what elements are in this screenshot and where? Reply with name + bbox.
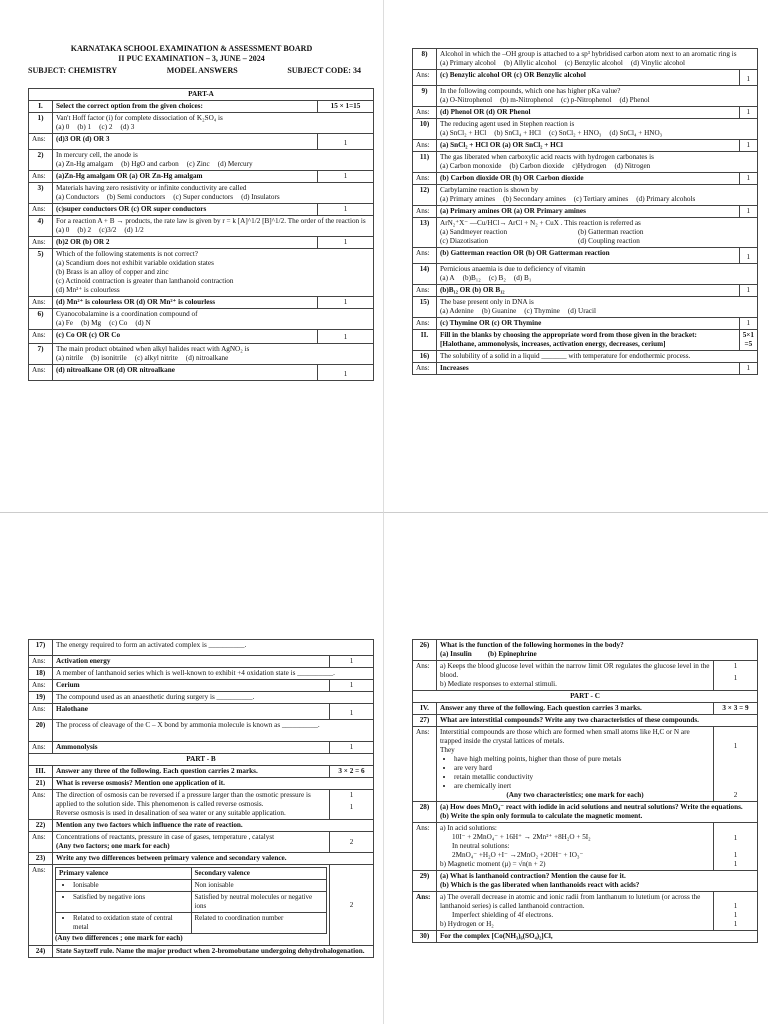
- answer-text: Concentrations of reactants, pressure in case of gases, temperature , catalyst (Any two factors; one mark for each): [53, 832, 330, 853]
- page-3: [0, 512, 384, 1024]
- question-number: 9): [413, 86, 437, 107]
- section-number: III.: [29, 766, 53, 778]
- question-number: 24): [29, 946, 53, 958]
- marks: 1: [318, 297, 374, 309]
- marks: 1: [739, 206, 757, 218]
- answer-text: (a) Primary amines OR (a) OR Primary amines: [437, 206, 740, 218]
- question-number: 20): [29, 720, 53, 742]
- question-text: For a reaction A + B → products, the rate law is given by r = k [A]^1/2 [B]^1/2. The order of the reaction is (a) 0 (b) 2 (c)3/2 (d) 1/2: [53, 216, 374, 237]
- question-number: 28): [413, 802, 437, 823]
- question-number: 30): [413, 931, 437, 943]
- question-number: 26): [413, 640, 437, 661]
- question-number: 2): [29, 150, 53, 171]
- ans-label: Ans:: [29, 742, 53, 754]
- question-text: The solubility of a solid in a liquid _______ with temperature for endothermic process.: [437, 351, 758, 363]
- marks: 2: [330, 865, 374, 946]
- answer-text: (b)2 OR (b) OR 2: [53, 237, 318, 249]
- question-text: What is the function of the following hormones in the body? (a) Insulin (b) Epinephrine: [437, 640, 758, 661]
- question-text: The process of cleavage of the C – X bond by ammonia molecule is known as __________.: [53, 720, 374, 742]
- question-number: 6): [29, 309, 53, 330]
- marks: 1: [330, 704, 374, 720]
- question-number: 7): [29, 344, 53, 365]
- answer-text: Activation energy: [53, 656, 330, 668]
- table-cell: • Related to oxidation state of central metal: [56, 913, 192, 934]
- code-label: SUBJECT CODE: 34: [287, 66, 361, 75]
- answer-text: (d) Mn²⁺ is colourless OR (d) OR Mn²⁺ is colourless: [53, 297, 318, 309]
- exam-name: II PUC EXAMINATION – 3, JUNE – 2024: [118, 54, 265, 63]
- marks: 1: [318, 134, 374, 150]
- question-text: The main product obtained when alkyl halides react with AgNO₂ is (a) nitrile (b) isonitrile (c) alkyl nitrite (d) nitroalkane: [53, 344, 374, 365]
- answer-text: Interstitial compounds are those which are formed when small atoms like H,C or N are trapped inside the crystal lattices of metals. They • have high melting points, higher than those of pure metals • are very hard • retain metallic conductivity • are chemically inert (Any two characteristics; one mark for each): [437, 727, 714, 802]
- question-text: Carbylamine reaction is shown by (a) Primary amines (b) Secondary amines (c) Tertiary amines (d) Primary alcohols: [437, 185, 758, 206]
- question-text: Which of the following statements is not correct? (a) Scandium does not exhibit variable oxidation states (b) Brass is an alloy of copper and zinc (c) Actinoid contraction is greater than lanthanoid contraction (d) Mn²⁺ is colourless: [53, 249, 374, 297]
- question-number: 12): [413, 185, 437, 206]
- marks: 1: [739, 363, 757, 375]
- ans-label: Ans:: [29, 365, 53, 381]
- question-text: Pernicious anaemia is due to deficiency of vitamin (a) A (b)B₁₂ (c) B₂ (d) B₁: [437, 264, 758, 285]
- table-cell: • Ionisable: [56, 880, 192, 892]
- section-instruction: Answer any three of the following. Each question carries 2 marks.: [53, 766, 330, 778]
- question-number: 14): [413, 264, 437, 285]
- section-marks: 15 × 1=15: [318, 101, 374, 113]
- doc-label: MODEL ANSWERS: [166, 66, 238, 75]
- question-text: The compound used as an anaesthetic during surgery is __________.: [53, 692, 374, 704]
- part-b-heading: PART - B: [29, 754, 374, 766]
- answer-text: (d) Phenol OR (d) OR Phenol: [437, 107, 740, 119]
- marks: 1: [318, 237, 374, 249]
- answer-text: The direction of osmosis can be reversed if a pressure larger than the osmotic pressure is applied to the solution side. This phenomenon is called reverse osmosis. Reverse osmosis is used in desalination of sea water or any suitable application.: [53, 790, 330, 820]
- marks: 1: [318, 204, 374, 216]
- section-instruction: Answer any three of the following. Each question carries 3 marks.: [437, 703, 714, 715]
- question-number: 18): [29, 668, 53, 680]
- marks: 1: [318, 330, 374, 344]
- subject-label: SUBJECT: CHEMISTRY: [28, 66, 118, 75]
- page-4: [384, 512, 768, 1024]
- ans-label: Ans:: [413, 285, 437, 297]
- answer-text: (c) Co OR (c) OR Co: [53, 330, 318, 344]
- question-text: In mercury cell, the anode is (a) Zn-Hg amalgam (b) HgO and carbon (c) Zinc (d) Mercury: [53, 150, 374, 171]
- marks: 1: [739, 140, 757, 152]
- ans-label: Ans:: [29, 790, 53, 820]
- column-header: Primary valence: [56, 868, 192, 880]
- answer-text: Ammonolysis: [53, 742, 330, 754]
- ans-label: Ans:: [29, 204, 53, 216]
- ans-label: Ans:: [413, 823, 437, 871]
- marks: 1 1 1: [714, 823, 758, 871]
- answer-text: (c) Benzylic alcohol OR (c) OR Benzylic alcohol: [437, 70, 740, 86]
- table-cell: Non ionisable: [191, 880, 327, 892]
- marks: 1: [739, 107, 757, 119]
- ans-label: Ans:: [29, 134, 53, 150]
- ans-label: Ans:: [29, 704, 53, 720]
- page-2: [384, 0, 768, 512]
- marks: 1: [739, 248, 757, 264]
- ans-label: Ans:: [413, 173, 437, 185]
- question-number: 1): [29, 113, 53, 134]
- valence-table: [55, 867, 327, 934]
- marks: 1: [330, 742, 374, 754]
- ans-label: Ans:: [29, 680, 53, 692]
- answer-text: a) In acid solutions: 10I⁻ + 2MnO₄⁻ + 16H⁺ → 2Mn²⁺ +8H₂O + 5I₂ In neutral solutions: 2MnO₄⁻ +H₂O +I⁻ →2MnO₂ +2OH⁻ + IO₃⁻ b) Magnetic moment (μ) = √n(n + 2): [437, 823, 714, 871]
- ans-label: Ans:: [29, 330, 53, 344]
- ans-label: Ans:: [413, 318, 437, 330]
- question-number: 13): [413, 218, 437, 248]
- marks: 1: [318, 365, 374, 381]
- marks: 1 1 1: [714, 892, 758, 931]
- ans-label: Ans:: [413, 107, 437, 119]
- question-number: 15): [413, 297, 437, 318]
- ans-label: Ans:: [413, 206, 437, 218]
- answer-text: a) The overall decrease in atomic and ionic radii from lanthanum to lutetium (or across the lanthanoid series) is called lanthanoid contraction. Imperfect shielding of 4f electrons. b) Hydrogen or H₂: [437, 892, 714, 931]
- question-text: Alcohol in which the –OH group is attached to a sp³ hybridised carbon atom next to an aromatic ring is (a) Primary alcohol (b) Allylic alcohol (c) Benzylic alcohol (d) Vinylic alcohol: [437, 49, 758, 70]
- answer-note: (Any two differences ; one mark for each): [55, 934, 183, 942]
- ans-label: Ans:: [413, 140, 437, 152]
- marks: 1 2: [714, 727, 758, 802]
- question-number: 21): [29, 778, 53, 790]
- ans-label: Ans:: [413, 70, 437, 86]
- ans-label: Ans:: [29, 237, 53, 249]
- table-cell: • Satisfied by negative ions: [56, 892, 192, 913]
- question-text: For the complex [Co(NH₃)₆(SO₄)₂]Cl,: [437, 931, 758, 943]
- question-number: 10): [413, 119, 437, 140]
- question-number: 11): [413, 152, 437, 173]
- ans-label: Ans:: [29, 171, 53, 183]
- question-number: 3): [29, 183, 53, 204]
- section-marks: 5×1 =5: [739, 330, 757, 351]
- question-number: 27): [413, 715, 437, 727]
- question-text: State Saytzeff rule. Name the major product when 2-bromobutane undergoing dehydrohalogenation.: [53, 946, 374, 958]
- section-number: I.: [29, 101, 53, 113]
- ans-label: Ans:: [413, 727, 437, 802]
- part-c-heading: PART - C: [413, 691, 758, 703]
- answer-text: (b)B₁₂ OR (b) OR B₁₂: [437, 285, 740, 297]
- marks: 1: [330, 656, 374, 668]
- marks: 1: [330, 680, 374, 692]
- marks: 2: [330, 832, 374, 853]
- question-text: In the following compounds, which one has higher pKa value? (a) O-Nitrophenol (b) m-Nitrophenol (c) p-Nitrophenol (d) Phenol: [437, 86, 758, 107]
- table-cell: Related to coordination number: [191, 913, 327, 934]
- answer-text: (b) Gatterman reaction OR (b) OR Gatterman reaction: [437, 248, 740, 264]
- question-number: 16): [413, 351, 437, 363]
- page-1: [0, 0, 384, 512]
- part-c-table: [412, 639, 758, 943]
- marks: 1: [739, 285, 757, 297]
- answer-text: (d)3 OR (d) OR 3: [53, 134, 318, 150]
- question-text: ArN₂⁺X⁻ —Cu/HCl→ ArCl + N₂ + CuX . This reaction is referred as (a) Sandmeyer reaction (b) Gatterman reaction (c) Diazotisation (d) Coupling reaction: [437, 218, 758, 248]
- ans-label: Ans:: [413, 661, 437, 691]
- answer-text: Halothane: [53, 704, 330, 720]
- question-number: 22): [29, 820, 53, 832]
- question-text: Materials having zero resistivity or infinite conductivity are called (a) Conductors (b) Semi conductors (c) Super conductors (d) Insulators: [53, 183, 374, 204]
- answer-text: (c) Thymine OR (c) OR Thymine: [437, 318, 740, 330]
- question-number: 23): [29, 853, 53, 865]
- question-number: 29): [413, 871, 437, 892]
- question-text: The energy required to form an activated complex is __________.: [53, 640, 374, 656]
- marks: 1: [739, 173, 757, 185]
- section-instruction: Fill in the blanks by choosing the appropriate word from those given in the bracket: [Halothane, ammonolysis, increases, activation energy, decreases, cerium]: [437, 330, 740, 351]
- section-marks: 3 × 3 = 9: [714, 703, 758, 715]
- question-text: Write any two differences between primary valence and secondary valence.: [53, 853, 374, 865]
- section-number: IV.: [413, 703, 437, 715]
- question-text: The gas liberated when carboxylic acid reacts with hydrogen carbonates is (a) Carbon monoxide (b) Carbon dioxide c)Hydrogen (d) Nitrogen: [437, 152, 758, 173]
- question-number: 19): [29, 692, 53, 704]
- answer-text: (d) nitroalkane OR (d) OR nitroalkane: [53, 365, 318, 381]
- document-header: [0, 0, 383, 64]
- question-text: The reducing agent used in Stephen reaction is (a) SnCl₂ + HCl (b) SnCl₄ + HCl (c) SnCl₂ + HNO₃ (d) SnCl₄ + HNO₃: [437, 119, 758, 140]
- part-b-table: [28, 639, 374, 958]
- question-number: 8): [413, 49, 437, 70]
- ans-label: Ans:: [413, 892, 437, 931]
- answer-text: Cerium: [53, 680, 330, 692]
- part-a-table: [28, 88, 374, 381]
- table-cell: Satisfied by neutral molecules or negative ions: [191, 892, 327, 913]
- question-text: (a) What is lanthanoid contraction? Mention the cause for it. (b) Which is the gas liberated when lanthanoids react with acids?: [437, 871, 758, 892]
- question-text: What are interstitial compounds? Write any two characteristics of these compounds.: [437, 715, 758, 727]
- question-number: 17): [29, 640, 53, 656]
- ans-label: Ans:: [29, 297, 53, 309]
- marks: 1 1: [714, 661, 758, 691]
- marks: 1: [318, 171, 374, 183]
- section-marks: 3 × 2 = 6: [330, 766, 374, 778]
- ans-label: Ans:: [413, 248, 437, 264]
- question-text: What is reverse osmosis? Mention one application of it.: [53, 778, 374, 790]
- question-text: The base present only in DNA is (a) Adenine (b) Guanine (c) Thymine (d) Uracil: [437, 297, 758, 318]
- section-number: II.: [413, 330, 437, 351]
- marks: 1: [739, 70, 757, 86]
- question-number: 5): [29, 249, 53, 297]
- answer-text: Increases: [437, 363, 740, 375]
- answer-text: (b) Carbon dioxide OR (b) OR Carbon dioxide: [437, 173, 740, 185]
- answer-text: (a) SnCl₂ + HCl OR (a) OR SnCl₂ + HCl: [437, 140, 740, 152]
- board-name: KARNATAKA SCHOOL EXAMINATION & ASSESSMENT BOARD: [70, 44, 313, 53]
- question-text: A member of lanthanoid series which is well-known to exhibit +4 oxidation state is __________.: [53, 668, 374, 680]
- ans-label: Ans:: [29, 865, 53, 946]
- question-text: Van't Hoff factor (i) for complete dissociation of K₂SO₄ is (a) 0 (b) 1 (c) 2 (d) 3: [53, 113, 374, 134]
- subject-line: [28, 66, 361, 75]
- marks: 1 1: [330, 790, 374, 820]
- marks: 1: [739, 318, 757, 330]
- answer-text: a) Keeps the blood glucose level within the narrow limit OR regulates the glucose level in the blood. b) Mediate responses to external stimuli.: [437, 661, 714, 691]
- question-text: Mention any two factors which influence the rate of reaction.: [53, 820, 374, 832]
- answer-text: (c)super conductors OR (c) OR super conductors: [53, 204, 318, 216]
- ans-label: Ans:: [29, 832, 53, 853]
- ans-label: Ans:: [29, 656, 53, 668]
- column-header: Secondary valence: [191, 868, 327, 880]
- ans-label: Ans:: [413, 363, 437, 375]
- question-text: (a) How does MnO₄⁻ react with iodide in acid solutions and neutral solutions? Write the equations. (b) Write the spin only formula to calculate the magnetic moment.: [437, 802, 758, 823]
- question-text: Cyanocobalamine is a coordination compound of (a) Fe (b) Mg (c) Co (d) N: [53, 309, 374, 330]
- answer-text: (a)Zn-Hg amalgam OR (a) OR Zn-Hg amalgam: [53, 171, 318, 183]
- part-a-continued-table: [412, 48, 758, 375]
- section-instruction: Select the correct option from the given choices:: [53, 101, 318, 113]
- valence-comparison: [53, 865, 330, 946]
- part-a-heading: PART-A: [29, 89, 374, 101]
- question-number: 4): [29, 216, 53, 237]
